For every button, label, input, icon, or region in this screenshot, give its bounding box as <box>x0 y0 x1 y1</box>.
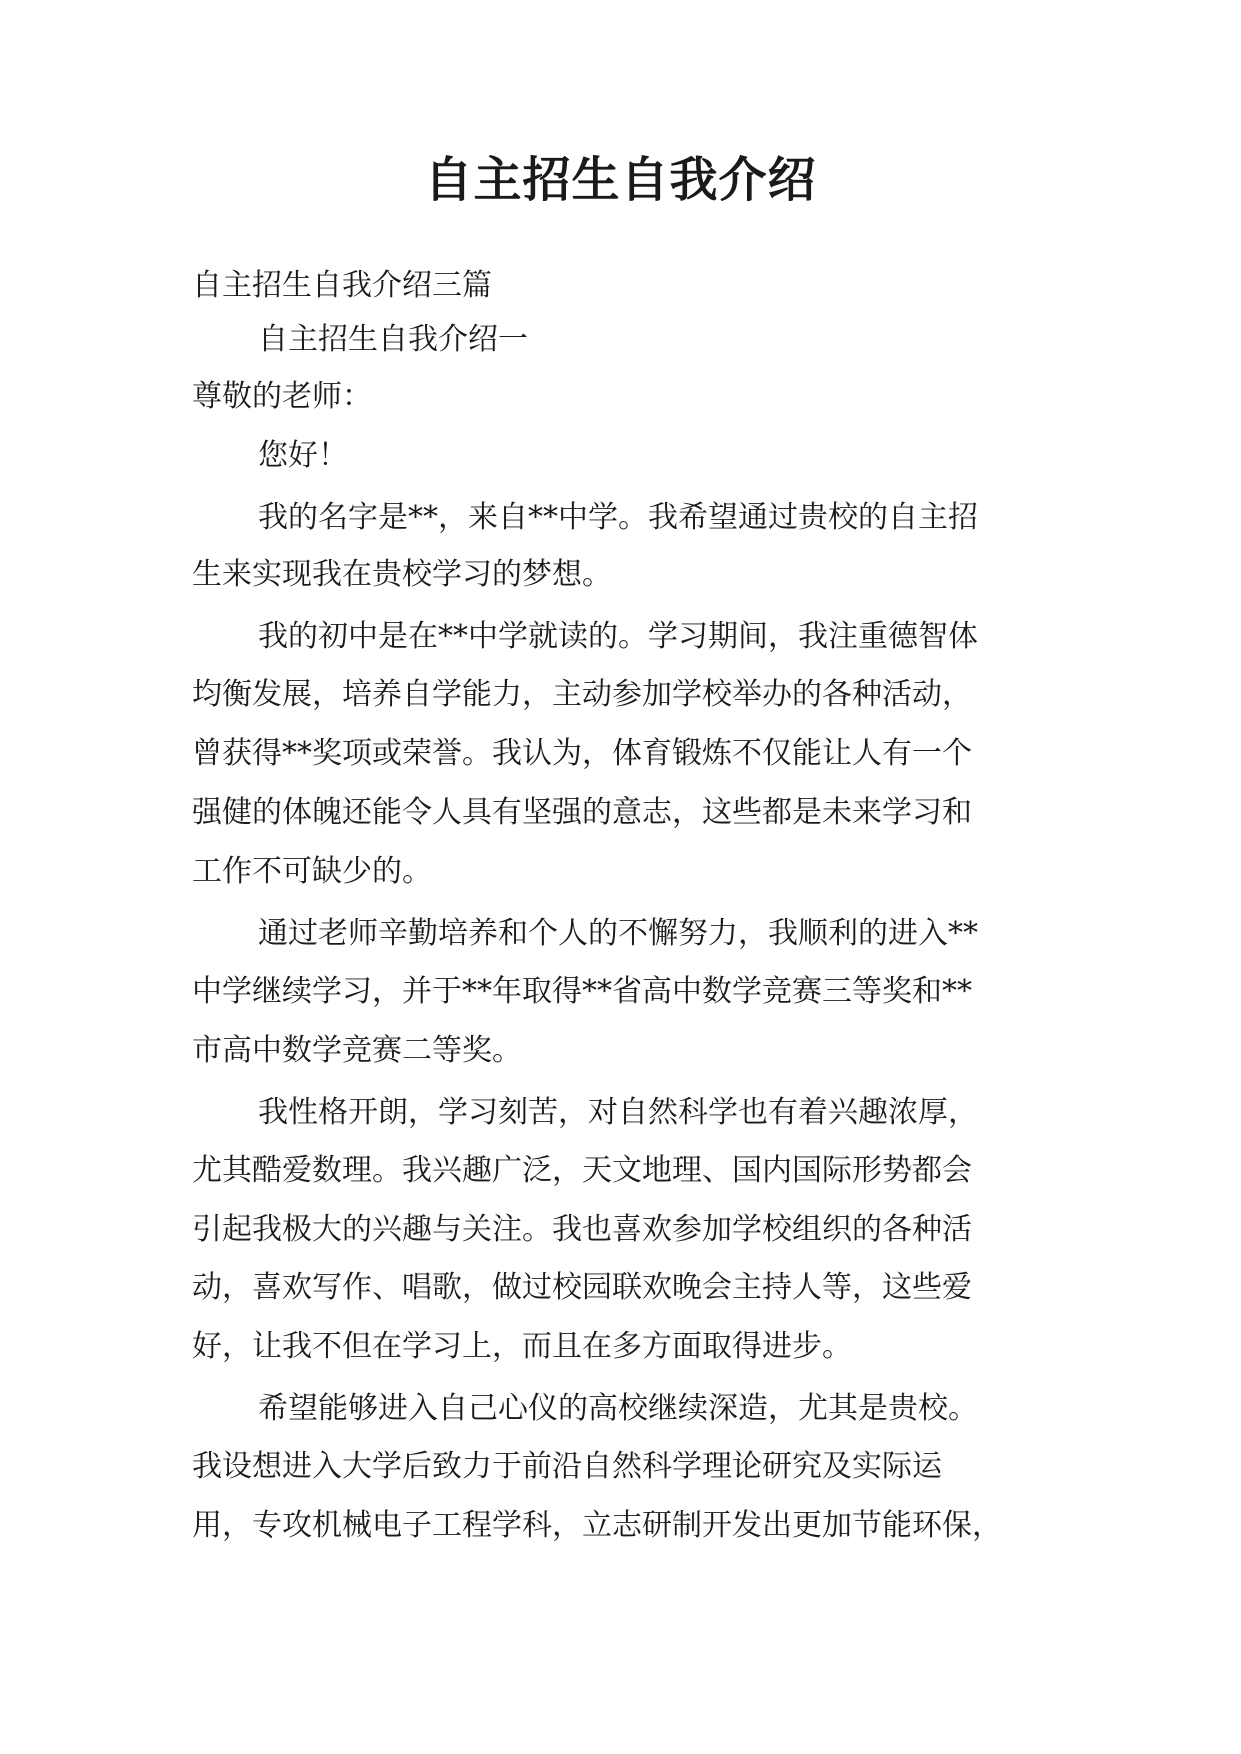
paragraph-line: 均衡发展，培养自学能力，主动参加学校举办的各种活动， <box>192 677 972 712</box>
paragraph-line: 工作不可缺少的。 <box>192 854 432 889</box>
series-heading: 自主招生自我介绍三篇 <box>192 268 492 303</box>
greeting: 您好！ <box>258 438 348 473</box>
paragraph-line: 中学继续学习，并于**年取得**省高中数学竞赛三等奖和** <box>192 974 972 1009</box>
paragraph-line: 通过老师辛勤培养和个人的不懈努力，我顺利的进入** <box>258 916 978 951</box>
paragraph-line: 我的初中是在**中学就读的。学习期间，我注重德智体 <box>258 619 978 654</box>
paragraph-line: 用，专攻机械电子工程学科，立志研制开发出更加节能环保， <box>192 1508 1002 1543</box>
paragraph-line: 我性格开朗，学习刻苦，对自然科学也有着兴趣浓厚， <box>258 1095 978 1130</box>
paragraph-line: 动，喜欢写作、唱歌，做过校园联欢晚会主持人等，这些爱 <box>192 1270 972 1305</box>
paragraph-line: 强健的体魄还能令人具有坚强的意志，这些都是未来学习和 <box>192 795 972 830</box>
salutation: 尊敬的老师： <box>192 379 372 414</box>
paragraph-line: 尤其酷爱数理。我兴趣广泛，天文地理、国内国际形势都会 <box>192 1153 972 1188</box>
paragraph-line: 好，让我不但在学习上，而且在多方面取得进步。 <box>192 1329 852 1364</box>
paragraph-line: 我的名字是**，来自**中学。我希望通过贵校的自主招 <box>258 500 978 535</box>
paragraph-line: 生来实现我在贵校学习的梦想。 <box>192 557 612 592</box>
document-title: 自主招生自我介绍 <box>424 152 817 208</box>
paragraph-line: 我设想进入大学后致力于前沿自然科学理论研究及实际运 <box>192 1449 942 1484</box>
paragraph-line: 曾获得**奖项或荣誉。我认为，体育锻炼不仅能让人有一个 <box>192 736 972 771</box>
paragraph-line: 市高中数学竞赛二等奖。 <box>192 1033 522 1068</box>
section-heading: 自主招生自我介绍一 <box>258 322 528 357</box>
paragraph-line: 希望能够进入自己心仪的高校继续深造，尤其是贵校。 <box>258 1391 978 1426</box>
paragraph-line: 引起我极大的兴趣与关注。我也喜欢参加学校组织的各种活 <box>192 1212 972 1247</box>
